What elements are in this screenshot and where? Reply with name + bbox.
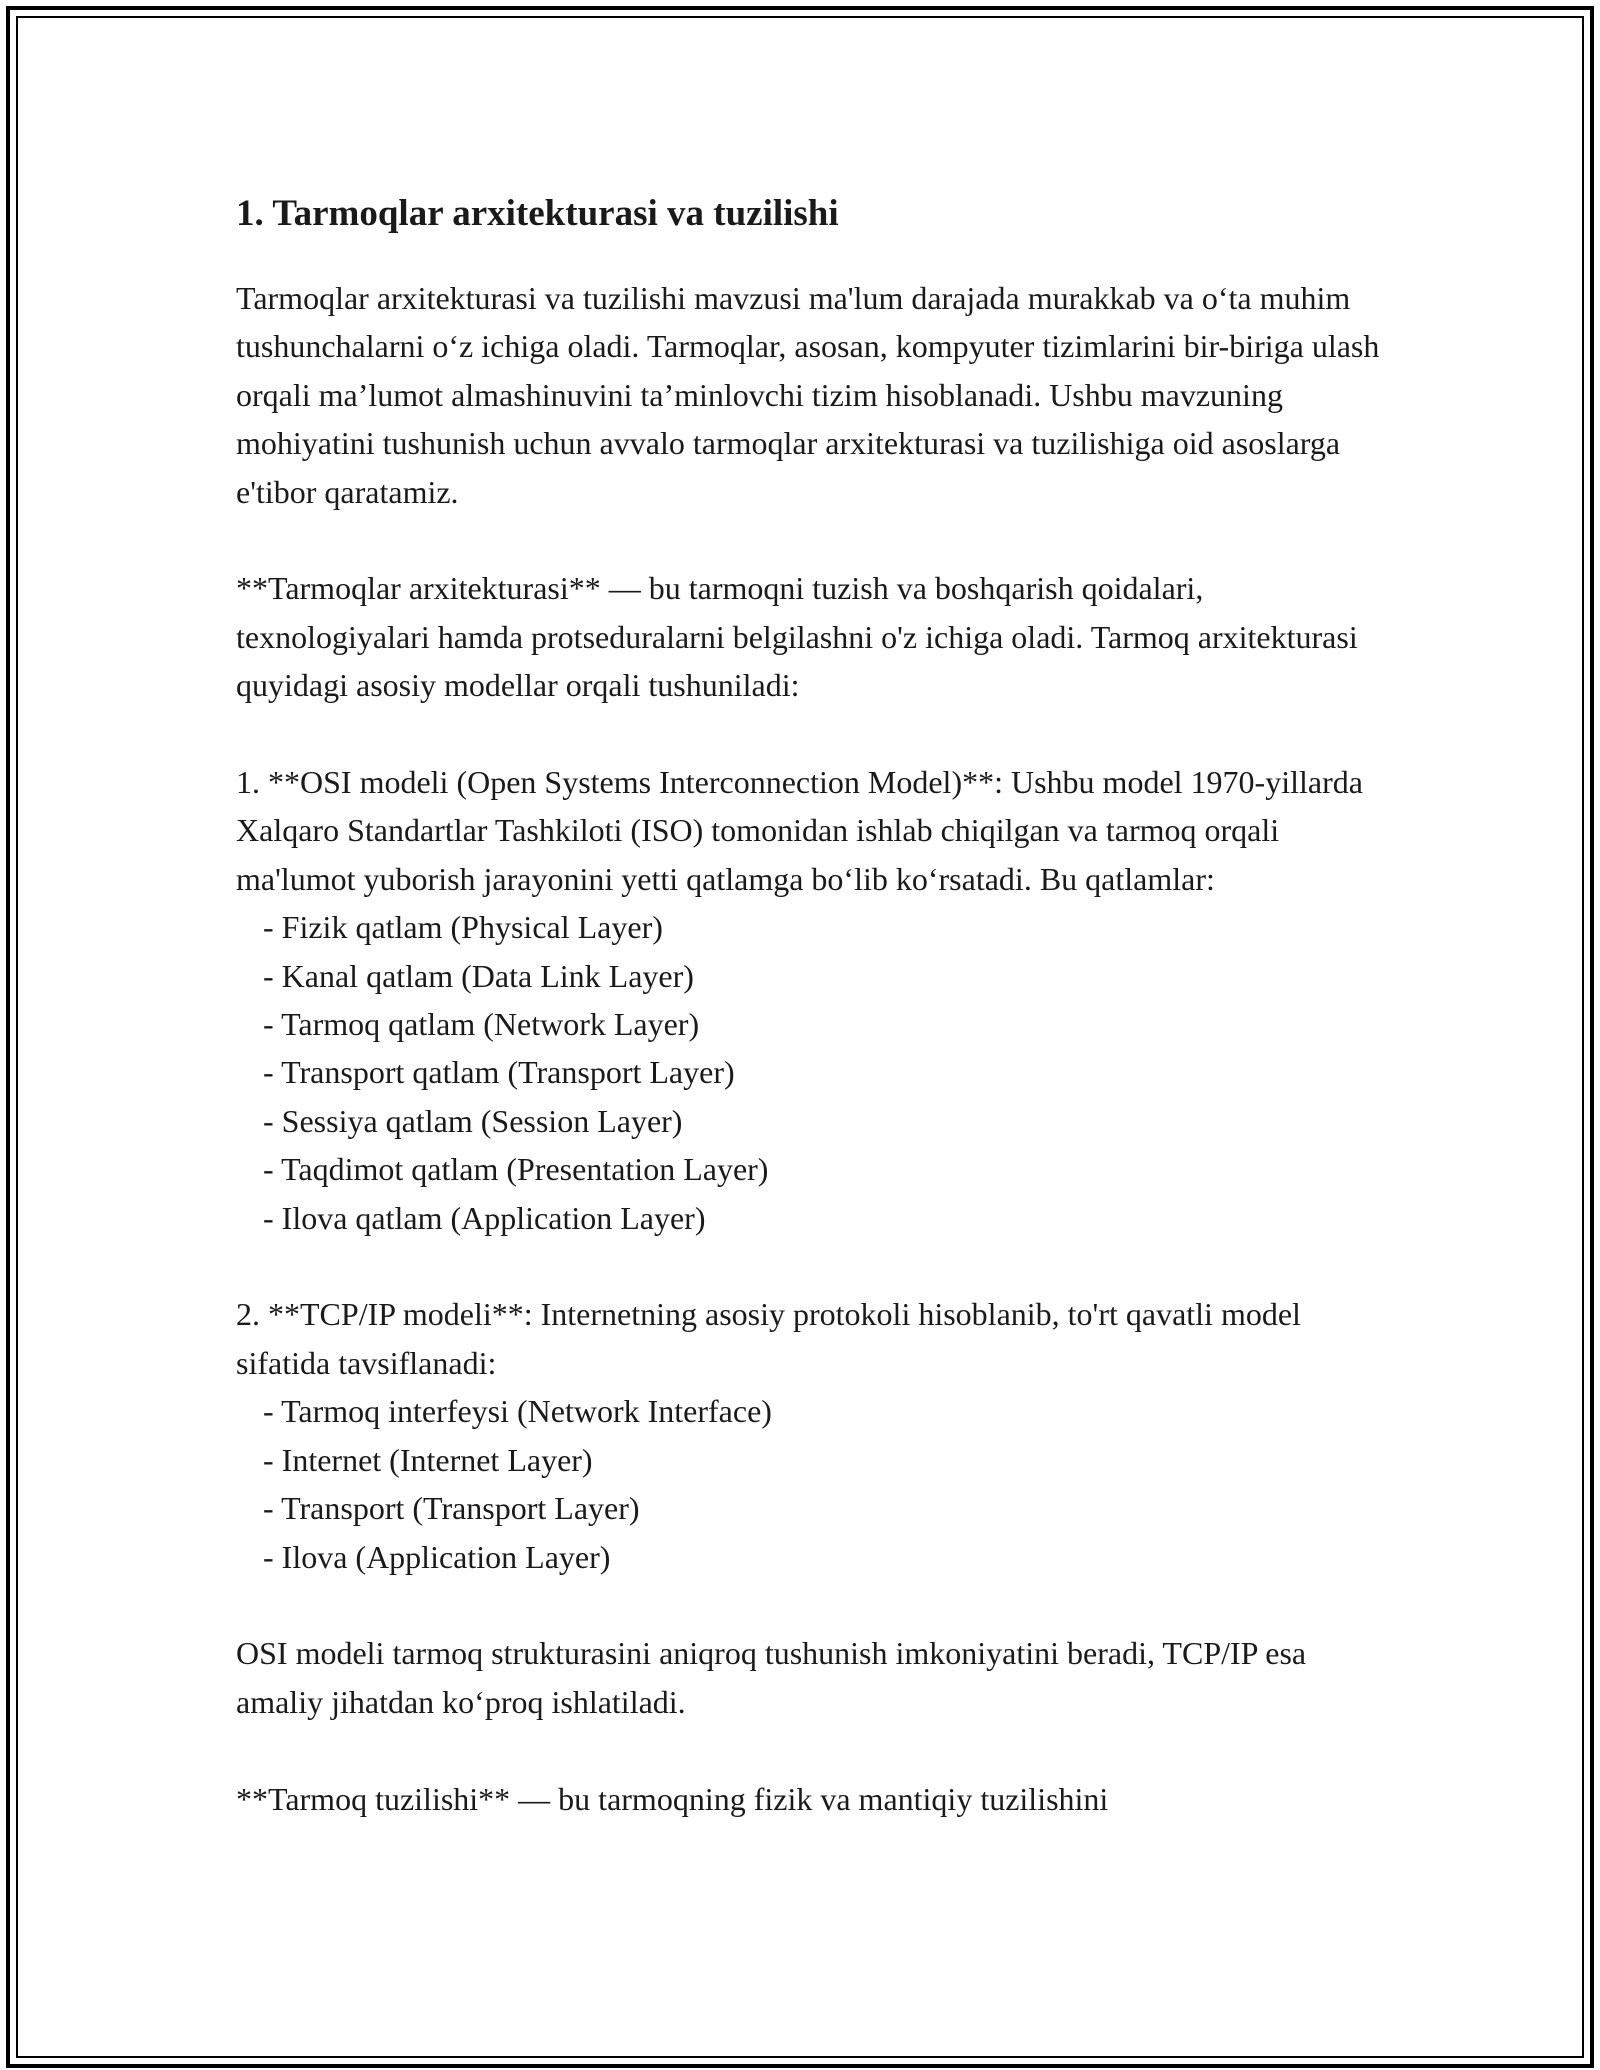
list-item: - Kanal qatlam (Data Link Layer) xyxy=(263,957,694,994)
list-item: - Tarmoq qatlam (Network Layer) xyxy=(263,1006,700,1043)
paragraph-gap xyxy=(236,1581,1386,1629)
list-item: - Tarmoq interfeysi (Network Interface) xyxy=(263,1393,772,1430)
document-body xyxy=(236,188,1386,1823)
osi-model-paragraph: 1. **OSI modeli (Open Systems Interconnection Model)**: Ushbu model 1970-yillarda Xalqaro Standartlar Tashkiloti (ISO) tomonidan ishlab chiqilgan va tarmoq orqali ma'lumot yuborish jarayonini yetti qatlamga bo‘lib ko‘rsatadi. Bu qatlamlar: xyxy=(236,764,1363,897)
list-item: - Fizik qatlam (Physical Layer) xyxy=(263,909,663,946)
list-item: - Ilova qatlam (Application Layer) xyxy=(263,1199,706,1236)
tcpip-model-paragraph: 2. **TCP/IP modeli**: Internetning asosiy protokoli hisoblanib, to'rt qavatli model sifatida tavsiflanadi: xyxy=(236,1296,1301,1381)
paragraph-gap xyxy=(236,1726,1386,1774)
paragraph-gap xyxy=(236,1242,1386,1290)
comparison-paragraph: OSI modeli tarmoq strukturasini aniqroq tushunish imkoniyatini beradi, TCP/IP esa amaliy jihatdan ko‘proq ishlatiladi. xyxy=(236,1635,1307,1720)
architecture-paragraph: **Tarmoqlar arxitekturasi** — bu tarmoqni tuzish va boshqarish qoidalari, texnologiyalari hamda protseduralarni belgilashni o'z ichiga oladi. Tarmoq arxitekturasi quyidagi asosiy modellar orqali tushuniladi: xyxy=(236,570,1358,704)
intro-paragraph: Tarmoqlar arxitekturasi va tuzilishi mavzusi ma'lum darajada murakkab va o‘ta muhim tushunchalarni o‘z ichiga oladi. Tarmoqlar, asosan, kompyuter tizimlarini bir-biriga ulash orqali ma’lumot almashinuvini ta’minlovchi tizim hisoblanadi. Ushbu mavzuning mohiyatini tushunish uchun avvalo tarmoqlar arxitekturasi va tuzilishiga oid asoslarga e'tibor qaratamiz. xyxy=(236,280,1380,510)
osi-layer-list xyxy=(236,903,1386,1242)
list-item: - Transport qatlam (Transport Layer) xyxy=(263,1054,735,1091)
list-item: - Ilova (Application Layer) xyxy=(263,1538,611,1575)
structure-paragraph: **Tarmoq tuzilishi** — bu tarmoqning fizik va mantiqiy tuzilishini xyxy=(236,1780,1109,1817)
list-item: - Sessiya qatlam (Session Layer) xyxy=(263,1102,683,1139)
paragraph-gap xyxy=(236,710,1386,758)
paragraph-gap xyxy=(236,516,1386,564)
list-item: - Taqdimot qatlam (Presentation Layer) xyxy=(263,1151,769,1188)
list-item: - Internet (Internet Layer) xyxy=(263,1441,593,1478)
section-heading: 1. Tarmoqlar arxitekturasi va tuzilishi xyxy=(236,193,839,234)
tcpip-layer-list xyxy=(236,1387,1386,1581)
list-item: - Transport (Transport Layer) xyxy=(263,1490,640,1527)
